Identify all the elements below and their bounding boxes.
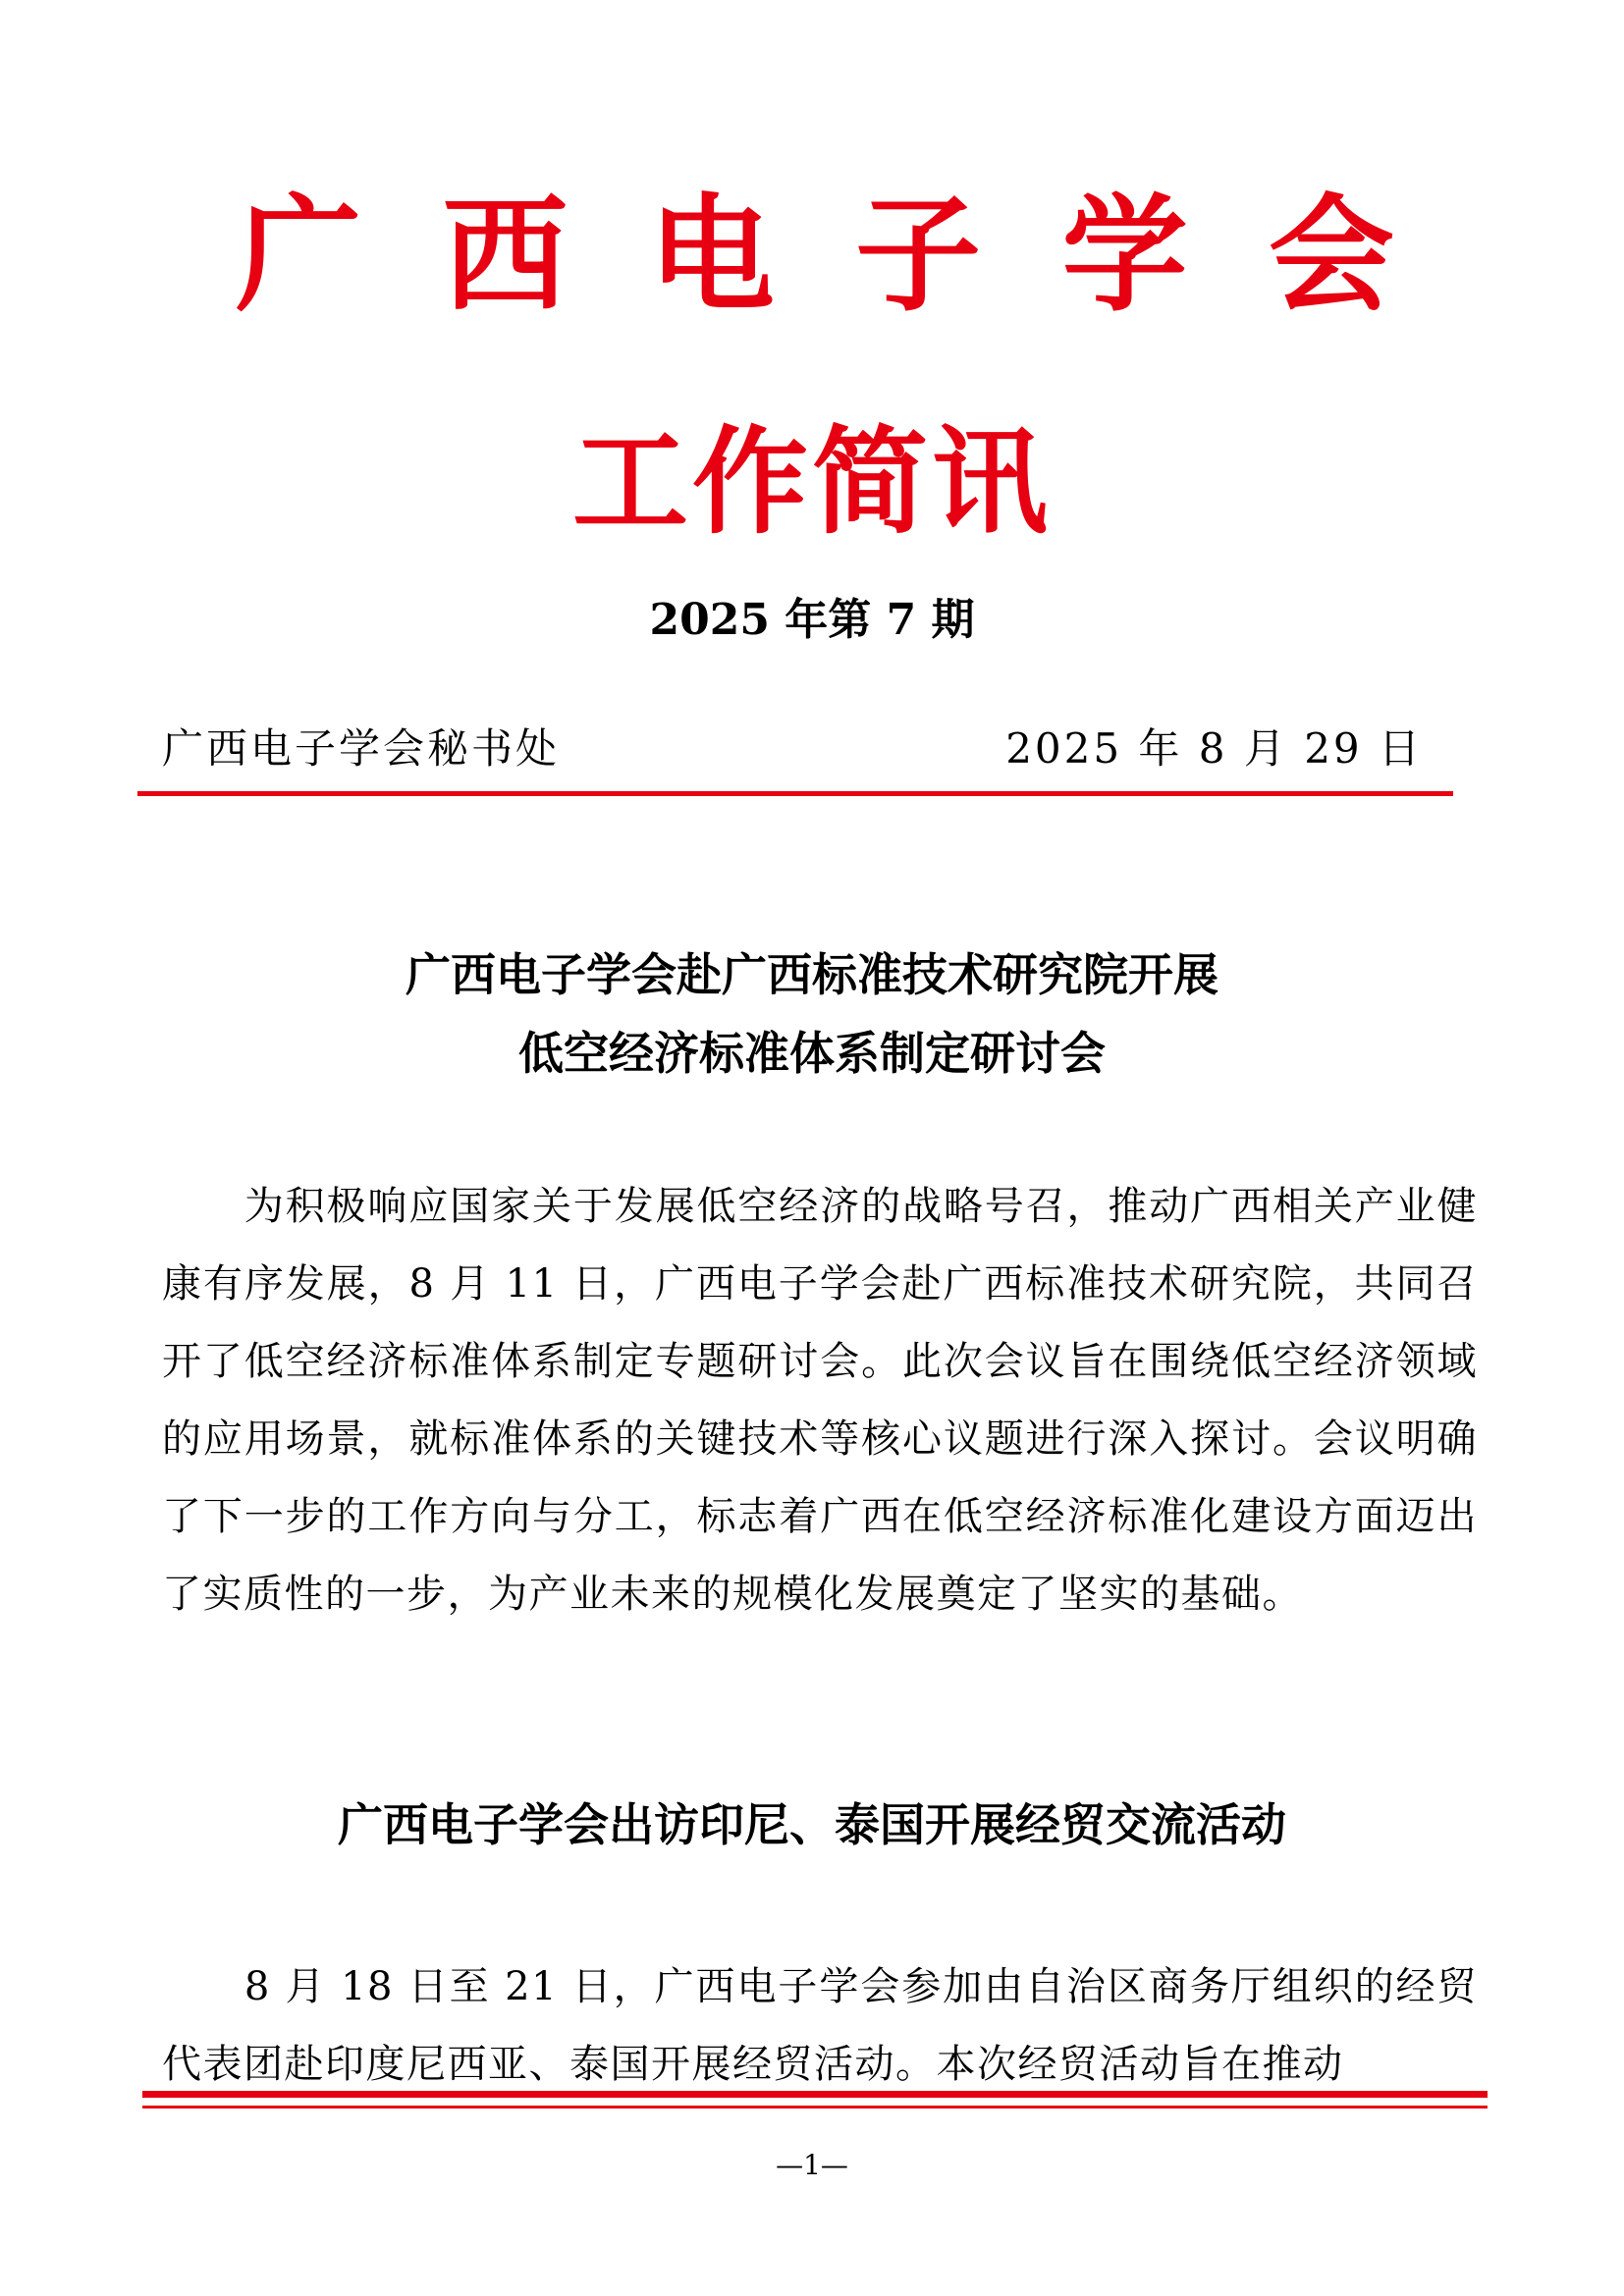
article2-body: 8 月 18 日至 21 日，广西电子学会参加由自治区商务厅组织的经贸代表团赴印度尼西亚、泰国开展经贸活动。本次经贸活动旨在推动 — [162, 1964, 1478, 2087]
masthead-char: 学 — [1061, 182, 1188, 329]
issue-date: 2025 年 8 月 29 日 — [1005, 724, 1423, 773]
article1-title-line2: 低空经济标准体系制定研讨会 — [518, 1027, 1106, 1080]
footer-divider-thin — [142, 2106, 1488, 2109]
article1-title-line1: 广西电子学会赴广西标准技术研究院开展 — [406, 948, 1218, 1001]
article2-title: 广西电子学会出访印尼、泰国开展经贸交流活动 — [338, 1798, 1286, 1851]
bulletin-subtitle: 工作简讯 — [571, 413, 1052, 550]
article1-body: 为积极响应国家关于发展低空经济的战略号召，推动广西相关产业健康有序发展，8 月 11 日，广西电子学会赴广西标准技术研究院，共同召开了低空经济标准体系制定专题研讨会。此次会议旨在围绕低空经济领域的应用场景，就标准体系的关键技术等核心议题进行深入探讨。会议明确了下一步的工作方向与分工，标志着广西在低空经济标准化建设方面迈出了实质性的一步，为产业未来的规模化发展奠定了坚实的基础。 — [162, 1184, 1478, 1617]
masthead-char: 西 — [442, 182, 568, 329]
masthead-char: 广 — [236, 182, 362, 329]
header-divider — [137, 791, 1453, 796]
masthead-char: 会 — [1268, 182, 1394, 329]
masthead-title — [236, 182, 1394, 329]
sender-name: 广西电子学会秘书处 — [162, 724, 561, 773]
masthead-char: 子 — [855, 182, 982, 329]
issue-number: 2025 年第 7 期 — [649, 595, 975, 645]
footer-divider-thick — [142, 2091, 1488, 2098]
masthead-char: 电 — [648, 182, 775, 329]
page-number: —1— — [776, 2149, 848, 2181]
